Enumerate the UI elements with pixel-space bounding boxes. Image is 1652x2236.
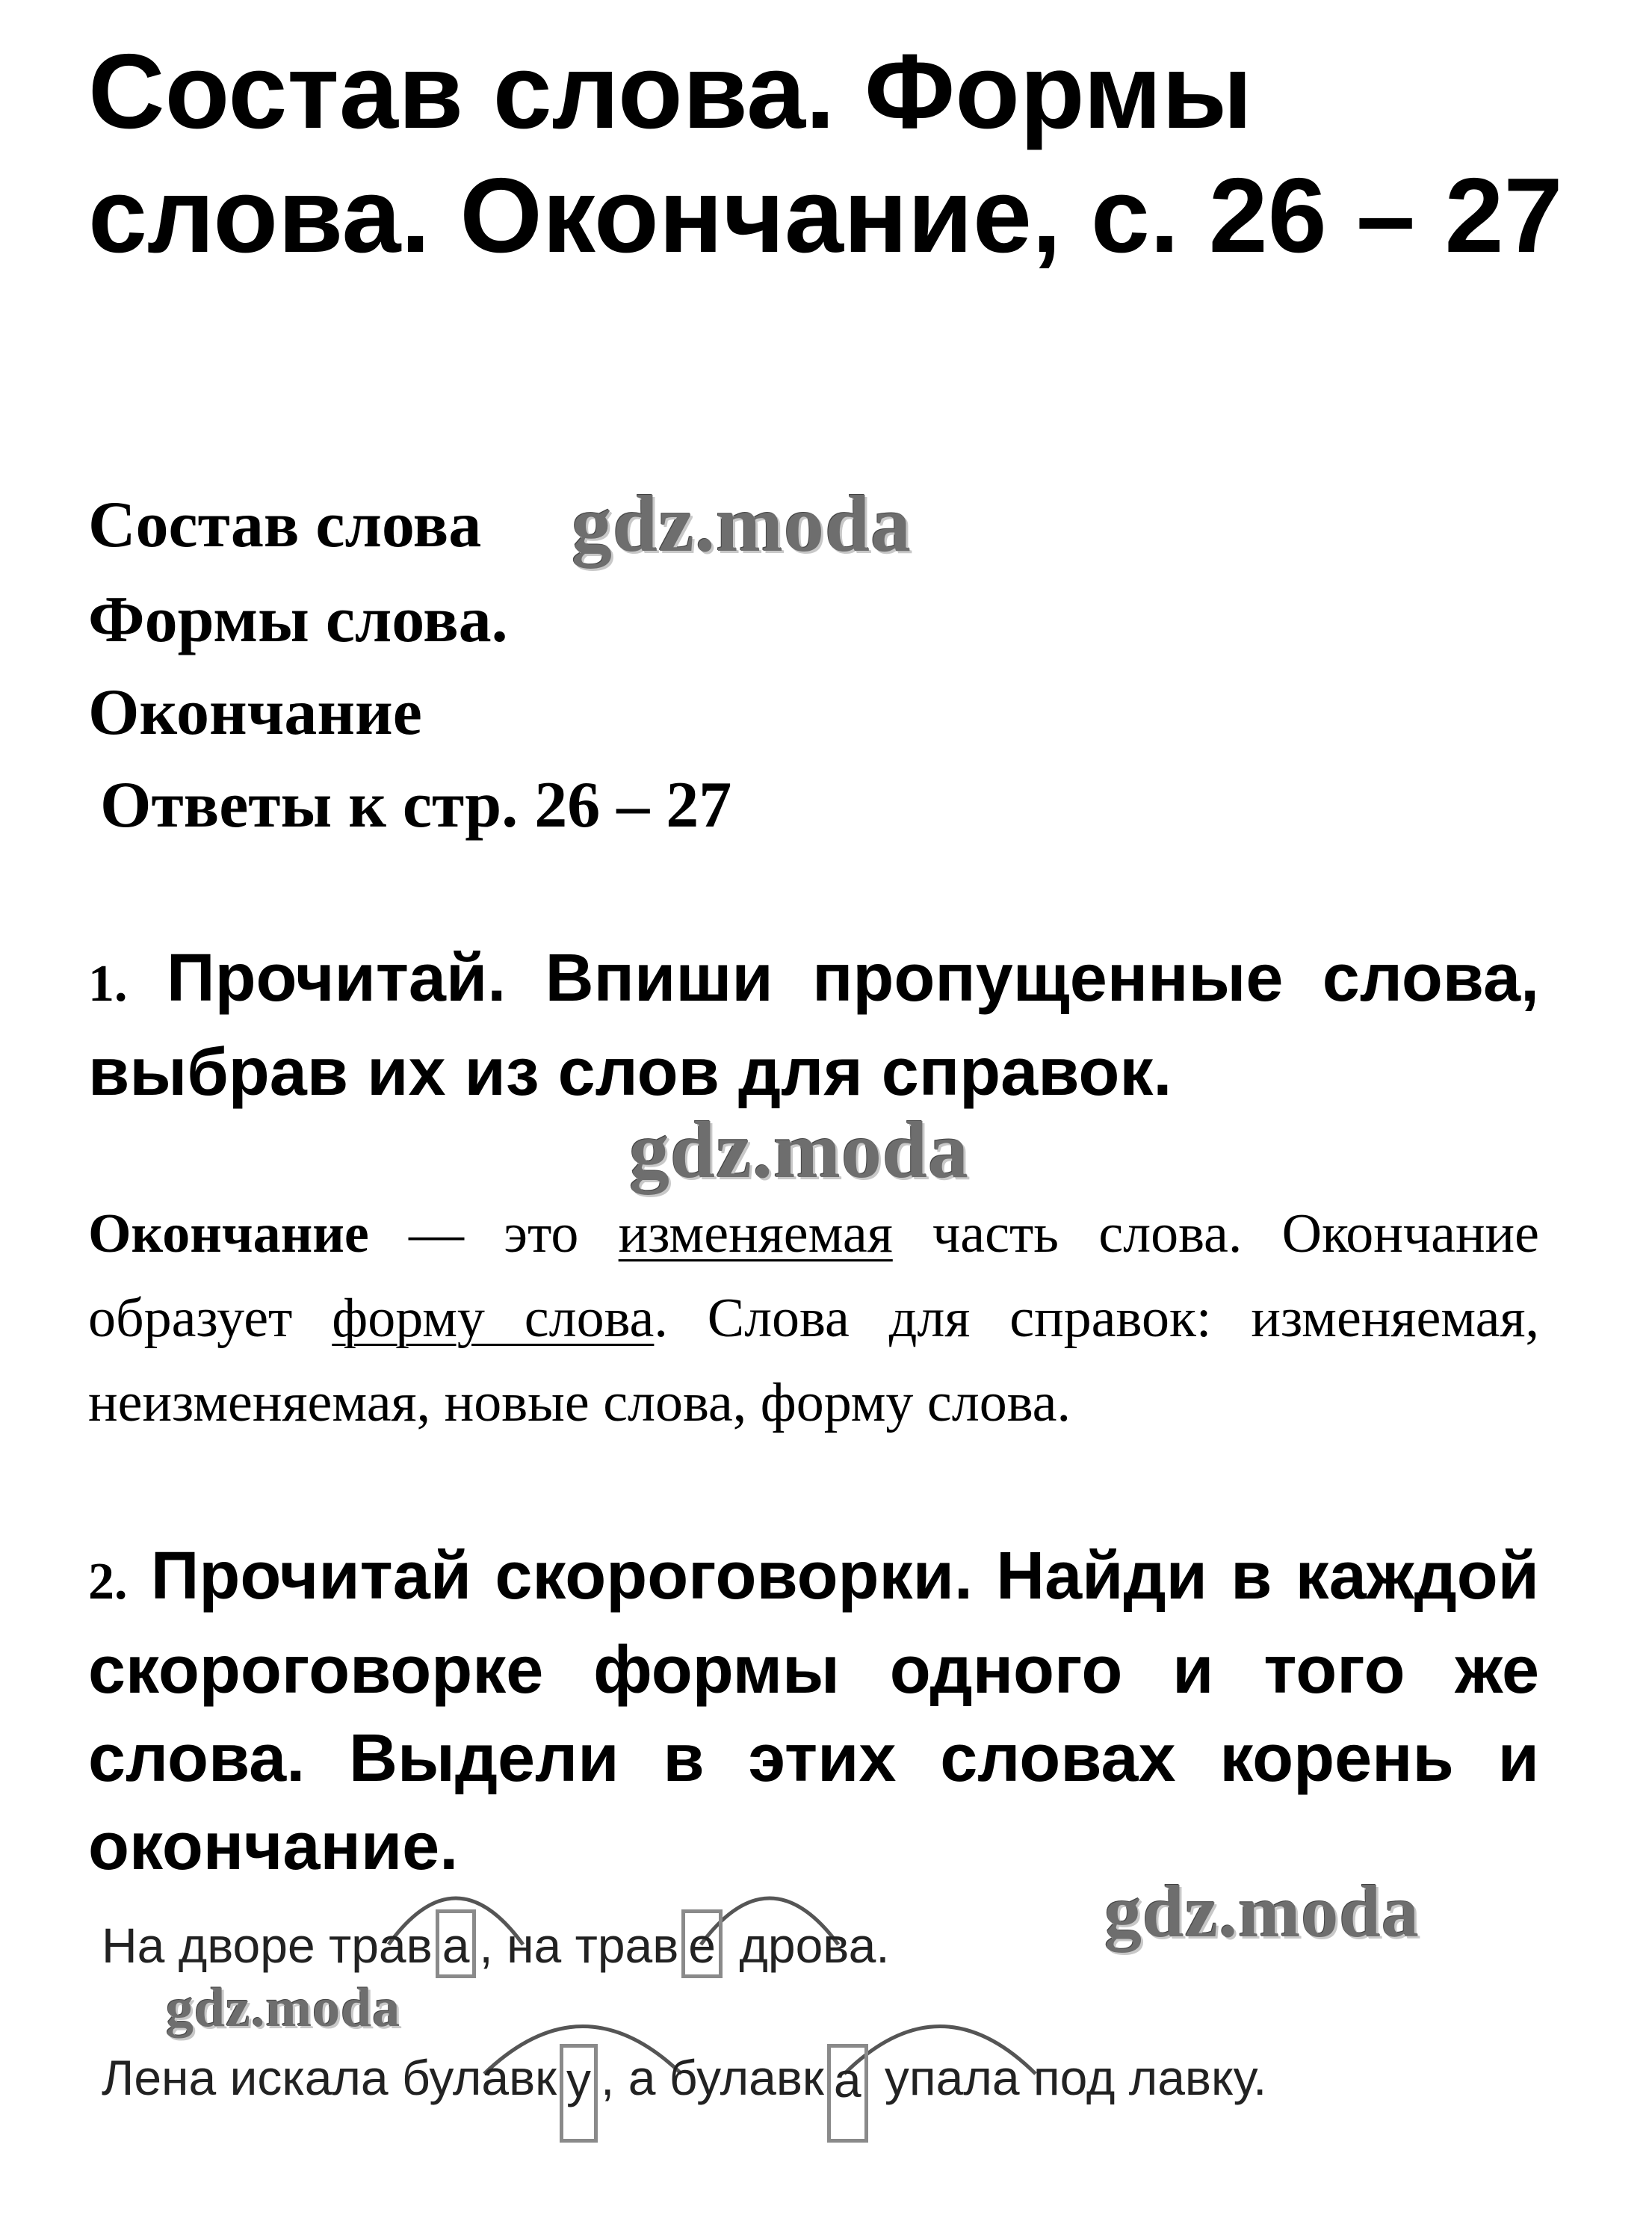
tongue-text: Лена искала: [102, 2050, 402, 2105]
answer-term: Окончание: [88, 1203, 369, 1264]
tongue-text: На дворе: [102, 1918, 329, 1973]
word-root: трав: [575, 1918, 679, 1973]
answer-text-part: . Слова для справок: изменяемая, неизменяемая, новые слова, форму слова.: [88, 1288, 1539, 1433]
watermark: gdz.moda: [1104, 1870, 1420, 1953]
word-root: булавк: [401, 2050, 557, 2105]
word-root: булавк: [669, 2050, 824, 2105]
tongue-twister-2: [102, 2044, 1266, 2143]
task-1-number: 1.: [88, 955, 128, 1013]
subheading-answers-pages: Ответы к стр. 26 – 27: [100, 769, 732, 841]
ending-box: а: [827, 2044, 868, 2143]
subheading-word-structure: Состав слова: [88, 489, 482, 561]
watermark: gdz.moda: [166, 1977, 401, 2039]
tongue-text: , а: [601, 2050, 669, 2105]
subheading-word-forms: Формы слова.: [88, 584, 508, 656]
task-2-text: Прочитай скороговорки. Найди в каждой скороговорке формы одного и того же слова. Выдели в этих словах корень и окончание.: [88, 1539, 1539, 1884]
filled-word-changeable: изменяемая: [618, 1203, 893, 1264]
ending-box: е: [681, 1909, 723, 1978]
answer-text-part: часть слова. Окончание образует: [88, 1203, 1540, 1349]
tongue-twister-1: [102, 1909, 890, 1979]
ending-box: а: [436, 1909, 477, 1978]
page-title: Состав слова. Формы слова. Окончание, с. 26 – 27: [88, 32, 1563, 275]
filled-word-form: форму слова: [332, 1288, 655, 1349]
ending-box: у: [560, 2044, 598, 2143]
answer-text-part: — это: [368, 1203, 619, 1264]
tongue-text: дрова.: [726, 1918, 890, 1973]
task-1-text: Прочитай. Впиши пропущенные слова, выбрав их из слов для справок.: [88, 941, 1539, 1110]
subheading-ending: Окончание: [88, 676, 422, 749]
tongue-text: упала под лавку.: [870, 2050, 1267, 2105]
word-root: трав: [329, 1918, 433, 1973]
watermark: gdz.moda: [629, 1106, 970, 1195]
task-2-number: 2.: [88, 1553, 128, 1610]
tongue-text: , на: [479, 1918, 575, 1973]
watermark: gdz.moda: [572, 480, 912, 569]
